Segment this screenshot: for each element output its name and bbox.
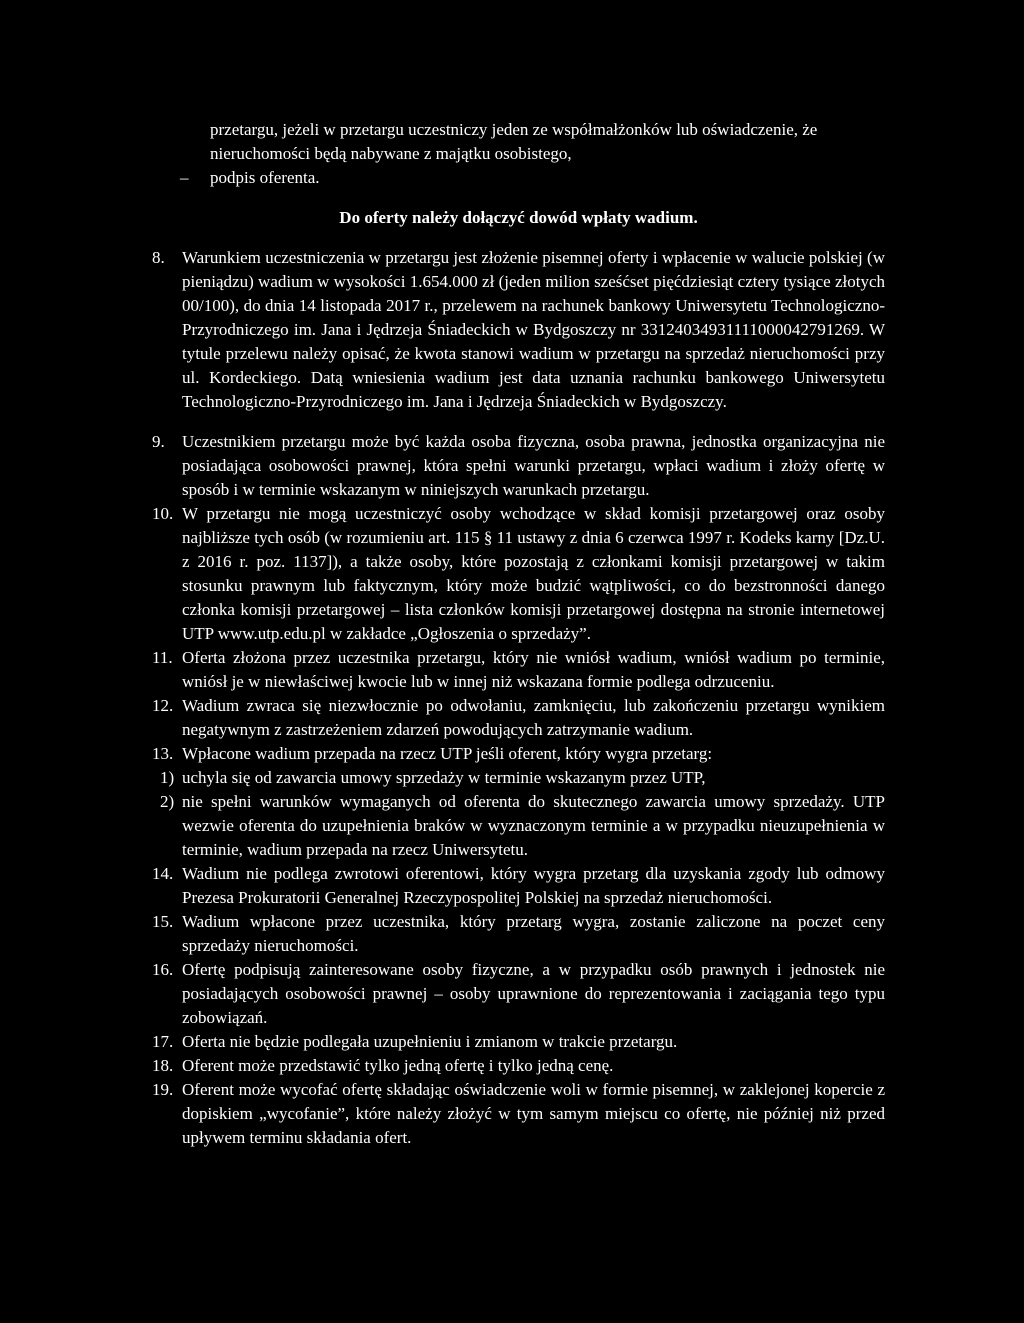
item-number: 18.	[152, 1056, 174, 1075]
item-text: Ofertę podpisują zainteresowane osoby fizyczne, a w przypadku osób prawnych i jednostek nie posiadających osobowości prawnej – osoby uprawnione do reprezentowania i zaciągania tego typu zobowiązań.	[182, 960, 885, 1027]
item-text: Uczestnikiem przetargu może być każda osoba fizyczna, osoba prawna, jednostka organizacyjna nie posiadająca osobowości prawnej, która spełni warunki przetargu, wpłaci wadium i złoży ofertę w sposób i w terminie wskazanym w niniejszych warunkach przetargu.	[182, 432, 885, 499]
item-text: Oferta złożona przez uczestnika przetargu, który nie wniósł wadium, wniósł wadium po terminie, wniósł je w niewłaściwej kwocie lub w innej niż wskazana formie podlega odrzuceniu.	[182, 648, 885, 691]
sub-item-number: 2)	[160, 792, 175, 811]
sub-item-text: uchyla się od zawarcia umowy sprzedaży w terminie wskazanym przez UTP,	[182, 768, 706, 787]
list-item-11	[152, 646, 885, 694]
item-text: Wadium zwraca się niezwłocznie po odwołaniu, zamknięciu, lub zakończeniu przetargu wynikiem negatywnym z zastrzeżeniem zdarzeń powodujących zatrzymanie wadium.	[182, 696, 885, 739]
item-number: 13.	[152, 744, 174, 763]
item-text: Oferent może przedstawić tylko jedną ofertę i tylko jedną cenę.	[182, 1056, 614, 1075]
list-item-13	[152, 742, 885, 766]
item-number: 12.	[152, 696, 174, 715]
sub-item-2	[152, 790, 885, 862]
sub-item-text: nie spełni warunków wymaganych od oferenta do skutecznego zawarcia umowy sprzedaży. UTP wezwie oferenta do uzupełnienia braków w wyznaczonym terminie a w przypadku nieuzupełnienia w terminie, wadium przepada na rzecz Uniwersytetu.	[182, 792, 885, 859]
item-number: 8.	[152, 248, 165, 267]
item-number: 9.	[152, 432, 165, 451]
item-number: 11.	[152, 648, 173, 667]
item-text: Oferent może wycofać ofertę składając oświadczenie woli w formie pisemnej, w zaklejonej kopercie z dopiskiem „wycofanie”, które należy złożyć w tym samym miejscu co ofertę, nie później niż przed upływem terminu składania ofert.	[182, 1080, 885, 1147]
item-text: Warunkiem uczestniczenia w przetargu jest złożenie pisemnej oferty i wpłacenie w walucie polskiej (w pieniądzu) wadium w wysokości 1.654.000 zł (jeden milion sześćset pięćdziesiąt cztery tysiące złotych 00/100), do dnia 14 listopada 2017 r., przelewem na rachunek bankowy Uniwersytetu Technologiczno-Przyrodniczego im. Jana i Jędrzeja Śniadeckich w Bydgoszczy nr 33124034931111000042791269. W tytule przelewu należy opisać, że kwota stanowi wadium w przetargu na sprzedaż nieruchomości przy ul. Kordeckiego. Datą wniesienia wadium jest data uznania rachunku bankowego Uniwersytetu Technologiczno-Przyrodniczego im. Jana i Jędrzeja Śniadeckich w Bydgoszczy.	[182, 248, 885, 411]
list-item-16	[152, 958, 885, 1030]
dash-marker: –	[180, 168, 189, 187]
list-item-19	[152, 1078, 885, 1150]
item-text: Oferta nie będzie podlegała uzupełnieniu i zmianom w trakcie przetargu.	[182, 1032, 678, 1051]
item-number: 15.	[152, 912, 174, 931]
sub-item-1	[152, 766, 885, 790]
intro-dash-text: podpis oferenta.	[210, 168, 320, 187]
item-text: Wpłacone wadium przepada na rzecz UTP jeśli oferent, który wygra przetarg:	[182, 744, 713, 763]
list-item-9	[152, 430, 885, 502]
list-item-15	[152, 910, 885, 958]
item-text: W przetargu nie mogą uczestniczyć osoby wchodzące w skład komisji przetargowej oraz osoby najbliższe tych osób (w rozumieniu art. 115 § 11 ustawy z dnia 6 czerwca 1997 r. Kodeks karny [Dz.U. z 2016 r. poz. 1137]), a także osoby, które pozostają z członkami komisji przetargowej w takim stosunku prawnym lub faktycznym, który może budzić wątpliwości, co do bezstronności danego członka komisji przetargowej – lista członków komisji przetargowej dostępna na stronie internetowej UTP www.utp.edu.pl w zakładce „Ogłoszenia o sprzedaży”.	[182, 504, 885, 643]
list-item-8	[152, 246, 885, 414]
list-item-14	[152, 862, 885, 910]
sub-item-number: 1)	[160, 768, 175, 787]
item-number: 14.	[152, 864, 174, 883]
item-number: 17.	[152, 1032, 174, 1051]
intro-continuation: przetargu, jeżeli w przetargu uczestniczy jeden ze współmałżonków lub oświadczenie, że nieruchomości będą nabywane z majątku osobistego,	[210, 120, 818, 163]
item-text: Wadium nie podlega zwrotowi oferentowi, który wygra przetarg dla uzyskania zgody lub odmowy Prezesa Prokuratorii Generalnej Rzeczypospolitej Polskiej na sprzedaż nieruchomości.	[182, 864, 885, 907]
list-item-10	[152, 502, 885, 646]
section-heading: Do oferty należy dołączyć dowód wpłaty wadium.	[339, 208, 698, 227]
item-text: Wadium wpłacone przez uczestnika, który przetarg wygra, zostanie zaliczone na poczet ceny sprzedaży nieruchomości.	[182, 912, 885, 955]
list-item-12	[152, 694, 885, 742]
item-number: 10.	[152, 504, 174, 523]
document-page	[152, 118, 885, 1150]
item-number: 19.	[152, 1080, 174, 1099]
list-item-18	[152, 1054, 885, 1078]
list-item-17	[152, 1030, 885, 1054]
item-number: 16.	[152, 960, 174, 979]
intro-dash-item	[152, 166, 885, 190]
